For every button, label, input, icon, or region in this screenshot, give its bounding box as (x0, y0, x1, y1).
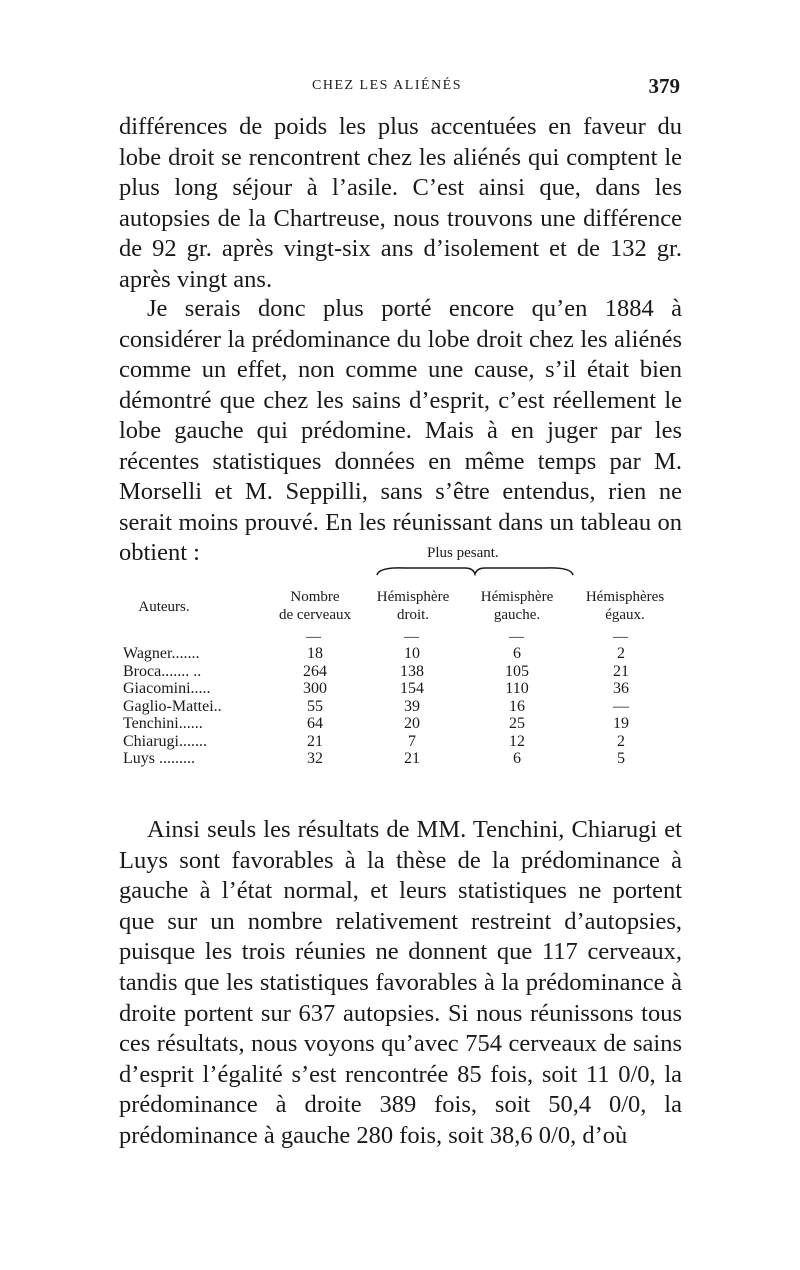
author-cell: Gaglio-Mattei.. (123, 697, 222, 715)
value-cell: 105 (505, 662, 529, 680)
value-cell: 2 (617, 732, 625, 750)
value-cell: 25 (509, 715, 525, 732)
value-cell: — (613, 697, 629, 715)
group-header: Plus pesant. (427, 545, 499, 561)
page-number: 379 (648, 74, 680, 98)
header-authors: Auteurs. (138, 599, 190, 615)
value-cell: 20 (404, 715, 420, 732)
value-cell: 12 (509, 732, 525, 750)
value-cell: 36 (613, 680, 629, 697)
author-cell: Chiarugi....... (123, 732, 207, 750)
table-row (119, 750, 682, 770)
data-table (119, 545, 682, 785)
running-head (120, 74, 680, 104)
value-cell: 18 (307, 645, 323, 662)
value-cell: 2 (617, 645, 625, 662)
value-cell: 6 (513, 645, 521, 662)
header-egaux: Hémisphères égaux. (585, 589, 665, 623)
value-cell: 138 (400, 662, 424, 680)
value-cell: 32 (307, 750, 323, 767)
value-cell: 39 (404, 697, 420, 715)
header-dash: — (509, 629, 524, 645)
running-title: CHEZ LES ALIÉNÉS (312, 78, 462, 93)
value-cell: 110 (505, 680, 529, 697)
header-gauche: Hémisphère gauche. (480, 589, 554, 623)
value-cell: 16 (509, 697, 525, 715)
paragraph-3: Ainsi seuls les résultats de MM. Tenchini, Chiarugi et Luys sont favorables à la thèse de la prédominance à gauche à l’état normal, et leurs statistiques ne portent que sur un nombre relativement restreint d’autopsies, puisque les trois réunies ne donnent que 117 cerveaux, tandis que les statistiques favorables à la prédominance à droite portent sur 637 autopsies. Si nous réunissons tous ces résultats, nous voyons qu’avec 754 cerveaux de sains d’esprit l’égalité s’est rencontrée 85 fois, soit 11 0/0, la prédominance à droite 389 fois, soit 50,4 0/0, la prédominance à gauche 280 fois, soit 38,6 0/0, d’où (119, 816, 682, 1149)
header-droit: Hémisphère droit. (376, 589, 450, 623)
value-cell: 300 (303, 680, 327, 697)
author-cell: Luys ......... (123, 750, 195, 767)
author-cell: Giacomini..... (123, 680, 211, 697)
header-dash: — (306, 629, 321, 645)
header-dash: — (404, 629, 419, 645)
value-cell: 19 (613, 715, 629, 732)
value-cell: 21 (404, 750, 420, 767)
value-cell: 21 (613, 662, 629, 680)
value-cell: 264 (303, 662, 327, 680)
value-cell: 21 (307, 732, 323, 750)
header-dash: — (613, 629, 628, 645)
value-cell: 7 (408, 732, 416, 750)
value-cell: 55 (307, 697, 323, 715)
value-cell: 5 (617, 750, 625, 767)
header-nombre: Nombre de cerveaux (278, 589, 352, 623)
value-cell: 64 (307, 715, 323, 732)
brace-icon (375, 563, 575, 577)
author-cell: Tenchini...... (123, 715, 203, 732)
value-cell: 154 (400, 680, 424, 697)
paragraph-2: Je serais donc plus porté encore qu’en 1884 à considérer la prédominance du lobe droit chez les aliénés comme un effet, non comme une cause, s’il était bien démontré que chez les sains d’esprit, c’est réellement le lobe gauche qui prédomine. Mais à en juger par les récentes statistiques données en même temps par M. Morselli et M. Seppilli, sans s’être entendus, rien ne serait moins prouvé. En les réunissant dans un tableau on obtient : (119, 295, 682, 566)
value-cell: 10 (404, 645, 420, 662)
author-cell: Broca....... .. (123, 662, 202, 680)
paragraph-1: différences de poids les plus accentuées en faveur du lobe droit se rencontrent chez les aliénés qui comptent le plus long séjour à l’asile. C’est ainsi que, dans les autopsies de la Chartreuse, nous trouvons une différence de 92 gr. après vingt-six ans d’isolement et de 132 gr. après vingt ans. (119, 113, 682, 293)
author-cell: Wagner....... (123, 645, 200, 662)
value-cell: 6 (513, 750, 521, 767)
